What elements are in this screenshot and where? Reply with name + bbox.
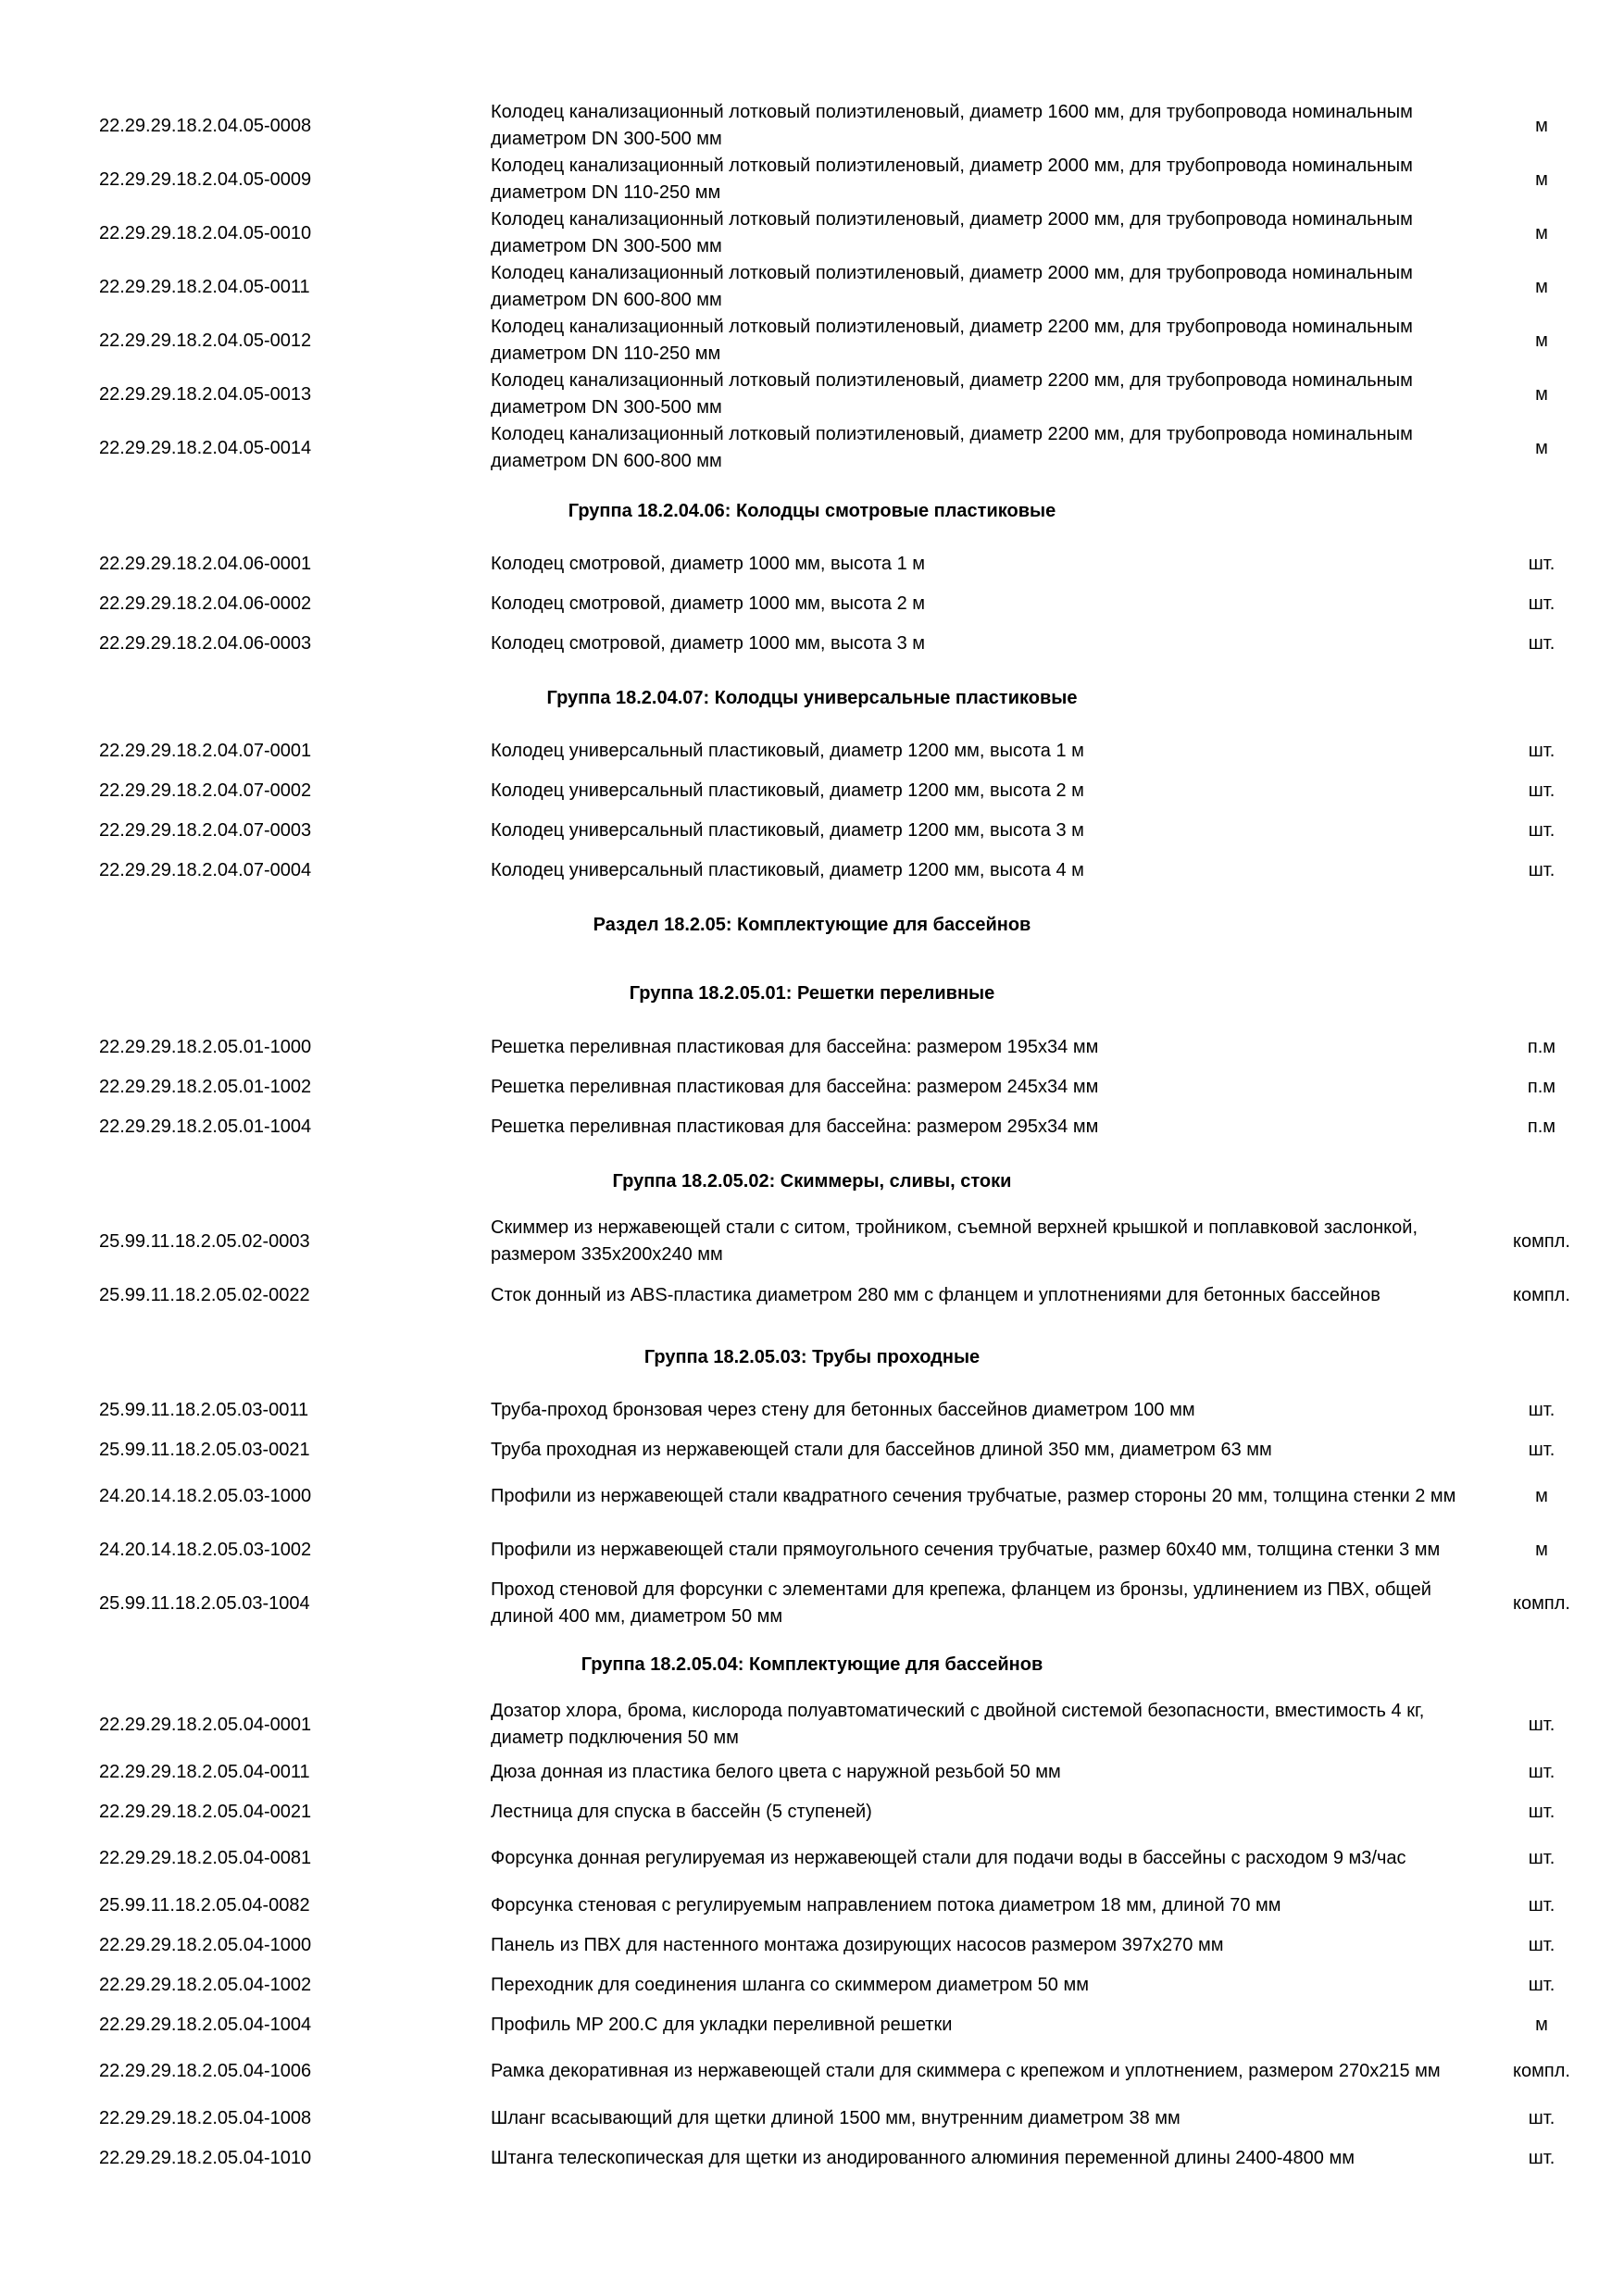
item-code: 22.29.29.18.2.04.07-0002: [99, 780, 312, 801]
item-unit: шт.: [1528, 632, 1555, 654]
item-description: Колодец канализационный лотковый полиэтиленовый, диаметр 1600 мм, для трубопровода номинальным диаметром DN 300-500 мм: [491, 102, 1413, 149]
item-description: Форсунка стеновая с регулируемым направлением потока диаметром 18 мм, длиной 70 мм: [491, 1894, 1281, 1915]
item-description: Труба-проход бронзовая через стену для бетонных бассейнов диаметром 100 мм: [491, 1399, 1195, 1420]
item-description: Форсунка донная регулируемая из нержавеющей стали для подачи воды в бассейны с расходом 9 м3/час: [491, 1847, 1406, 1868]
item-unit: шт.: [1528, 553, 1555, 574]
item-code: 22.29.29.18.2.04.07-0001: [99, 740, 312, 761]
item-unit: шт.: [1528, 780, 1555, 801]
item-unit: п.м: [1527, 1076, 1556, 1097]
item-description: Колодец канализационный лотковый полиэтиленовый, диаметр 2200 мм, для трубопровода номинальным диаметром DN 600-800 мм: [491, 424, 1413, 471]
item-unit: м: [1535, 168, 1548, 190]
item-code: 22.29.29.18.2.04.05-0010: [99, 222, 312, 243]
item-code: 22.29.29.18.2.05.04-0021: [99, 1801, 312, 1822]
item-unit: шт.: [1528, 2107, 1555, 2128]
item-unit: шт.: [1528, 1974, 1555, 1995]
group-heading: Группа 18.2.05.01: Решетки переливные: [629, 982, 995, 1004]
item-unit: м: [1535, 437, 1548, 458]
item-code: 25.99.11.18.2.05.03-0021: [99, 1439, 310, 1460]
item-description: Дюза донная из пластика белого цвета с наружной резьбой 50 мм: [491, 1761, 1061, 1782]
item-description: Шланг всасывающий для щетки длиной 1500 мм, внутренним диаметром 38 мм: [491, 2107, 1181, 2128]
item-code: 25.99.11.18.2.05.04-0082: [99, 1894, 310, 1915]
item-description: Колодец канализационный лотковый полиэтиленовый, диаметр 2200 мм, для трубопровода номинальным диаметром DN 300-500 мм: [491, 370, 1413, 418]
item-unit: м: [1535, 222, 1548, 243]
item-description: Решетка переливная пластиковая для бассейна: размером 295х34 мм: [491, 1116, 1099, 1137]
item-unit: шт.: [1528, 1801, 1555, 1822]
group-heading: Группа 18.2.04.07: Колодцы универсальные пластиковые: [546, 687, 1078, 708]
item-code: 22.29.29.18.2.04.05-0014: [99, 437, 312, 458]
item-unit: шт.: [1528, 1847, 1555, 1868]
item-description: Колодец канализационный лотковый полиэтиленовый, диаметр 2200 мм, для трубопровода номинальным диаметром DN 110-250 мм: [491, 317, 1413, 364]
item-description: Колодец универсальный пластиковый, диаметр 1200 мм, высота 2 м: [491, 780, 1084, 801]
item-code: 22.29.29.18.2.04.05-0013: [99, 383, 312, 405]
item-unit: м: [1535, 383, 1548, 405]
item-unit: шт.: [1528, 1439, 1555, 1460]
item-description: Решетка переливная пластиковая для бассейна: размером 245х34 мм: [491, 1076, 1099, 1097]
item-unit: компл.: [1513, 2060, 1570, 2081]
item-unit: шт.: [1528, 1399, 1555, 1420]
item-unit: м: [1535, 330, 1548, 351]
item-description: Дозатор хлора, брома, кислорода полуавтоматический с двойной системой безопасности, вместимость 4 кг, диаметр подключения 50 мм: [491, 1701, 1425, 1748]
item-description: Колодец смотровой, диаметр 1000 мм, высота 2 м: [491, 593, 925, 614]
item-unit: м: [1535, 1485, 1548, 1506]
item-description: Штанга телескопическая для щетки из анодированного алюминия переменной длины 2400-4800 мм: [491, 2147, 1355, 2168]
item-unit: компл.: [1513, 1230, 1570, 1252]
item-description: Лестница для спуска в бассейн (5 ступеней): [491, 1801, 872, 1822]
item-code: 22.29.29.18.2.04.05-0009: [99, 168, 312, 190]
group-heading: Раздел 18.2.05: Комплектующие для бассейнов: [593, 914, 1031, 935]
item-code: 22.29.29.18.2.04.05-0011: [99, 276, 310, 297]
item-unit: шт.: [1528, 740, 1555, 761]
item-description: Колодец канализационный лотковый полиэтиленовый, диаметр 2000 мм, для трубопровода номинальным диаметром DN 300-500 мм: [491, 209, 1413, 256]
item-code: 22.29.29.18.2.05.04-0081: [99, 1847, 312, 1868]
item-code: 22.29.29.18.2.05.04-1010: [99, 2147, 312, 2168]
item-unit: шт.: [1528, 1761, 1555, 1782]
item-description: Проход стеновой для форсунки с элементами для крепежа, фланцем из бронзы, удлинением из ПВХ, общей длиной 400 мм, диаметром 50 мм: [491, 1579, 1431, 1627]
item-code: 24.20.14.18.2.05.03-1002: [99, 1539, 312, 1560]
item-unit: шт.: [1528, 1934, 1555, 1955]
item-unit: м: [1535, 115, 1548, 136]
item-code: 25.99.11.18.2.05.02-0022: [99, 1284, 310, 1305]
item-unit: м: [1535, 2014, 1548, 2035]
item-code: 25.99.11.18.2.05.02-0003: [99, 1230, 310, 1252]
group-heading: Группа 18.2.05.02: Скиммеры, сливы, стоки: [612, 1170, 1012, 1192]
item-description: Колодец универсальный пластиковый, диаметр 1200 мм, высота 3 м: [491, 819, 1084, 841]
item-description: Сток донный из ABS-пластика диаметром 280 мм с фланцем и уплотнениями для бетонных бассейнов: [491, 1284, 1380, 1305]
item-unit: шт.: [1528, 1714, 1555, 1735]
item-description: Скиммер из нержавеющей стали с ситом, тройником, съемной верхней крышкой и поплавковой заслонкой, размером 335х200х240 мм: [491, 1217, 1418, 1265]
item-unit: п.м: [1527, 1036, 1556, 1057]
item-code: 22.29.29.18.2.05.01-1004: [99, 1116, 312, 1137]
item-code: 22.29.29.18.2.04.06-0001: [99, 553, 312, 574]
item-description: Переходник для соединения шланга со скиммером диаметром 50 мм: [491, 1974, 1089, 1995]
item-description: Решетка переливная пластиковая для бассейна: размером 195х34 мм: [491, 1036, 1099, 1057]
item-code: 22.29.29.18.2.05.01-1002: [99, 1076, 312, 1097]
item-unit: компл.: [1513, 1284, 1570, 1305]
item-code: 22.29.29.18.2.05.04-0001: [99, 1714, 312, 1735]
item-description: Труба проходная из нержавеющей стали для бассейнов длиной 350 мм, диаметром 63 мм: [491, 1439, 1272, 1460]
item-description: Профили из нержавеющей стали квадратного сечения трубчатые, размер стороны 20 мм, толщина стенки 2 мм: [491, 1485, 1456, 1506]
item-description: Колодец канализационный лотковый полиэтиленовый, диаметр 2000 мм, для трубопровода номинальным диаметром DN 110-250 мм: [491, 156, 1413, 203]
item-code: 22.29.29.18.2.04.05-0012: [99, 330, 312, 351]
item-unit: шт.: [1528, 1894, 1555, 1915]
item-unit: компл.: [1513, 1592, 1570, 1614]
item-code: 22.29.29.18.2.05.04-1004: [99, 2014, 312, 2035]
group-heading: Группа 18.2.05.03: Трубы проходные: [643, 1346, 981, 1367]
item-unit: шт.: [1528, 859, 1555, 880]
group-heading: Группа 18.2.04.06: Колодцы смотровые пластиковые: [568, 500, 1056, 521]
item-code: 22.29.29.18.2.05.04-1008: [99, 2107, 312, 2128]
item-description: Профиль MP 200.C для укладки переливной решетки: [491, 2014, 953, 2035]
item-code: 25.99.11.18.2.05.03-1004: [99, 1592, 310, 1614]
item-code: 22.29.29.18.2.05.04-1006: [99, 2060, 312, 2081]
item-unit: п.м: [1527, 1116, 1556, 1137]
item-description: Колодец универсальный пластиковый, диаметр 1200 мм, высота 4 м: [491, 859, 1084, 880]
item-code: 24.20.14.18.2.05.03-1000: [99, 1485, 312, 1506]
item-description: Колодец смотровой, диаметр 1000 мм, высота 3 м: [491, 632, 925, 654]
item-code: 22.29.29.18.2.05.04-1002: [99, 1974, 312, 1995]
item-unit: м: [1535, 276, 1548, 297]
item-code: 22.29.29.18.2.05.01-1000: [99, 1036, 312, 1057]
item-code: 22.29.29.18.2.04.06-0002: [99, 593, 312, 614]
item-unit: м: [1535, 1539, 1548, 1560]
item-description: Рамка декоративная из нержавеющей стали для скиммера с крепежом и уплотнением, размером 270х215 мм: [491, 2060, 1441, 2081]
item-description: Профили из нержавеющей стали прямоугольного сечения трубчатые, размер 60х40 мм, толщина стенки 3 мм: [491, 1539, 1441, 1560]
item-unit: шт.: [1528, 593, 1555, 614]
item-description: Колодец универсальный пластиковый, диаметр 1200 мм, высота 1 м: [491, 740, 1084, 761]
item-code: 22.29.29.18.2.05.04-1000: [99, 1934, 312, 1955]
item-description: Колодец смотровой, диаметр 1000 мм, высота 1 м: [491, 553, 925, 574]
group-heading: Группа 18.2.05.04: Комплектующие для бассейнов: [581, 1653, 1043, 1675]
item-description: Панель из ПВХ для настенного монтажа дозирующих насосов размером 397х270 мм: [491, 1934, 1224, 1955]
item-unit: шт.: [1528, 819, 1555, 841]
item-description: Колодец канализационный лотковый полиэтиленовый, диаметр 2000 мм, для трубопровода номинальным диаметром DN 600-800 мм: [491, 263, 1413, 310]
item-code: 22.29.29.18.2.04.07-0004: [99, 859, 312, 880]
item-code: 22.29.29.18.2.04.06-0003: [99, 632, 312, 654]
item-code: 25.99.11.18.2.05.03-0011: [99, 1399, 309, 1420]
item-unit: шт.: [1528, 2147, 1555, 2168]
item-code: 22.29.29.18.2.04.05-0008: [99, 115, 312, 136]
item-code: 22.29.29.18.2.05.04-0011: [99, 1761, 310, 1782]
item-code: 22.29.29.18.2.04.07-0003: [99, 819, 312, 841]
